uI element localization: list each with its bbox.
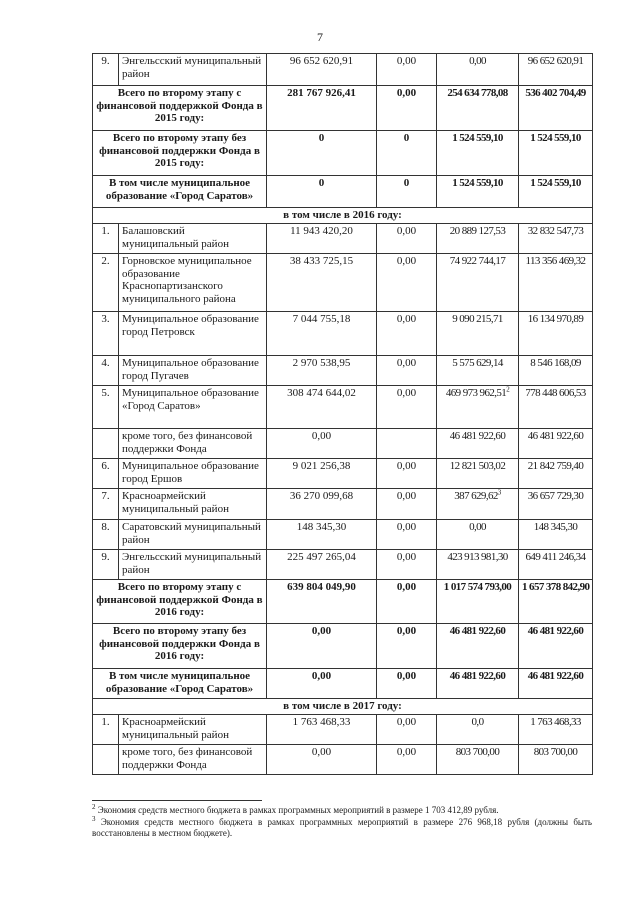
footnote-list (92, 805, 592, 839)
amount-cell-4 (519, 429, 593, 459)
amount-cell-3 (437, 459, 519, 489)
footnote (92, 817, 592, 839)
table-row (93, 624, 593, 669)
amount-value: 1 524 559,10 (530, 132, 581, 144)
amount-cell-2 (377, 356, 437, 386)
total-label: Всего по второму этапу с финансовой поддержкой Фонда в 2016 году: (93, 580, 267, 624)
amount-value: 0,00 (396, 357, 417, 369)
amount-value: 46 481 922,60 (527, 670, 584, 682)
amount-value: 36 270 099,68 (289, 490, 354, 502)
table-row (93, 54, 593, 86)
amount-cell-1 (267, 459, 377, 489)
footnote-mark: 2 (92, 803, 96, 811)
table-row (93, 86, 593, 131)
amount-cell-2 (377, 224, 437, 254)
amount-value: 0,00 (311, 746, 332, 758)
row-number: 9. (93, 550, 119, 580)
amount-value: 21 842 759,40 (527, 460, 584, 472)
amount-cell-2 (377, 386, 437, 429)
amount-cell-2 (377, 715, 437, 745)
amount-value: 0,00 (396, 716, 417, 728)
amount-value: 639 804 049,90 (287, 581, 356, 593)
amount-cell-3 (437, 550, 519, 580)
amount-cell-3 (437, 312, 519, 356)
amount-value: 9 090 215,71 (452, 313, 503, 325)
amount-value: 46 481 922,60 (527, 430, 584, 442)
amount-value: 649 411 246,34 (525, 551, 586, 563)
amount-cell-2 (377, 550, 437, 580)
municipality-name: Муниципальное образование город Пугачев (119, 356, 267, 386)
amount-cell-4 (519, 54, 593, 86)
amount-value: 36 657 729,30 (527, 490, 584, 502)
amount-cell-2 (377, 624, 437, 669)
amount-value: 0,00 (396, 670, 417, 682)
amount-cell-1 (267, 715, 377, 745)
amount-cell-4 (519, 386, 593, 429)
row-number (93, 745, 119, 775)
amount-value: 536 402 704,49 (525, 87, 586, 99)
amount-cell-1 (267, 550, 377, 580)
table-row (93, 176, 593, 208)
table-row (93, 745, 593, 775)
amount-cell-2 (377, 520, 437, 550)
amount-cell-1 (267, 624, 377, 669)
municipality-name: Горновское муниципальное образование Краснопартизанского муниципального района (119, 254, 267, 312)
amount-value: 1 524 559,10 (452, 177, 503, 189)
amount-value: 38 433 725,15 (289, 255, 354, 267)
amount-cell-3 (437, 86, 519, 131)
amount-cell-3 (437, 176, 519, 208)
total-label: Всего по второму этапу с финансовой поддержкой Фонда в 2015 году: (93, 86, 267, 131)
amount-cell-2 (377, 459, 437, 489)
amount-cell-4 (519, 254, 593, 312)
amount-value: 0,00 (396, 746, 417, 758)
amount-value: 9 021 256,38 (292, 460, 351, 472)
amount-cell-4 (519, 224, 593, 254)
footnote (92, 805, 592, 816)
amount-value: 803 700,00 (533, 746, 578, 758)
municipality-name: Балашовский муниципальный район (119, 224, 267, 254)
amount-value: 46 481 922,60 (527, 625, 584, 637)
page-number: 7 (317, 30, 323, 44)
amount-value: 0,00 (396, 581, 417, 593)
amount-cell-4 (519, 86, 593, 131)
amount-cell-3 (437, 224, 519, 254)
amount-value: 0,00 (311, 625, 332, 637)
total-label: Всего по второму этапу без финансовой поддержки Фонда в 2016 году: (93, 624, 267, 669)
amount-cell-1 (267, 489, 377, 520)
sub-label: кроме того, без финансовой поддержки Фонда (119, 745, 267, 775)
footnotes (92, 800, 592, 840)
table-row (93, 520, 593, 550)
amount-value: 7 044 755,18 (292, 313, 351, 325)
table-row (93, 386, 593, 429)
amount-cell-1 (267, 429, 377, 459)
row-number: 1. (93, 224, 119, 254)
table-body (93, 54, 593, 775)
amount-cell-4 (519, 624, 593, 669)
footnote-text: Экономия средств местного бюджета в рамках программных мероприятий в размере 1 703 412,89 рубля. (97, 805, 499, 815)
amount-value: 1 763 468,33 (292, 716, 351, 728)
row-number (93, 429, 119, 459)
amount-cell-3 (437, 580, 519, 624)
amount-value: 0,00 (396, 387, 417, 399)
amount-value: 0,00 (311, 430, 332, 442)
amount-cell-2 (377, 54, 437, 86)
amount-cell-2 (377, 580, 437, 624)
amount-value: 12 821 503,02 (449, 460, 506, 472)
amount-cell-3 (437, 669, 519, 699)
amount-cell-2 (377, 254, 437, 312)
amount-cell-4 (519, 312, 593, 356)
amount-value: 46 481 922,60 (449, 430, 506, 442)
amount-cell-1 (267, 254, 377, 312)
municipality-name: Красноармейский муниципальный район (119, 715, 267, 745)
amount-value: 113 356 469,32 (525, 255, 586, 267)
amount-cell-2 (377, 745, 437, 775)
amount-value: 0,00 (469, 521, 486, 533)
amount-value: 0 (403, 132, 410, 144)
amount-cell-4 (519, 176, 593, 208)
amount-value: 1 763 468,33 (530, 716, 581, 728)
total-label: Всего по второму этапу без финансовой поддержки Фонда в 2015 году: (93, 131, 267, 176)
amount-value: 0 (318, 132, 325, 144)
amount-value: 148 345,30 (296, 521, 347, 533)
year-heading: в том числе в 2016 году: (93, 208, 593, 224)
footnote-mark: 3 (92, 815, 96, 823)
amount-cell-3 (437, 715, 519, 745)
table-row (93, 312, 593, 356)
amount-value: 0 (318, 177, 325, 189)
footnote-text: Экономия средств местного бюджета в рамках программных мероприятий в размере 276 968,18 рубля (должны быть восстановлены в местном бюджете). (92, 817, 593, 838)
row-number: 8. (93, 520, 119, 550)
municipality-name: Энгельсский муниципальный район (119, 550, 267, 580)
amount-value: 8 546 168,09 (530, 357, 581, 369)
amount-value: 778 448 606,53 (525, 387, 586, 399)
table-row (93, 489, 593, 520)
municipality-name: Энгельсский муниципальный район (119, 54, 267, 86)
amount-cell-1 (267, 176, 377, 208)
table-row (93, 429, 593, 459)
amount-cell-1 (267, 520, 377, 550)
amount-value: 0,00 (396, 521, 417, 533)
amount-cell-3 (437, 745, 519, 775)
amount-cell-3 (437, 489, 519, 520)
table-row (93, 669, 593, 699)
municipality-name: Красноармейский муниципальный район (119, 489, 267, 520)
amount-cell-1 (267, 356, 377, 386)
amount-cell-2 (377, 86, 437, 131)
municipality-name: Муниципальное образование «Город Саратов» (119, 386, 267, 429)
amount-value: 46 481 922,60 (449, 670, 506, 682)
amount-cell-3 (437, 386, 519, 429)
amount-cell-1 (267, 54, 377, 86)
amount-value: 11 943 420,20 (290, 225, 353, 237)
year-heading: в том числе в 2017 году: (93, 699, 593, 715)
amount-value: 1 524 559,10 (530, 177, 581, 189)
amount-value: 0,0 (471, 716, 484, 728)
amount-cell-4 (519, 715, 593, 745)
amount-cell-4 (519, 489, 593, 520)
amount-value: 308 474 644,02 (287, 387, 356, 399)
amount-cell-4 (519, 131, 593, 176)
table-row (93, 699, 593, 715)
row-number: 1. (93, 715, 119, 745)
footnote-ref: 3 (497, 488, 501, 497)
amount-cell-4 (519, 356, 593, 386)
row-number: 6. (93, 459, 119, 489)
amount-cell-2 (377, 489, 437, 520)
row-number: 7. (93, 489, 119, 520)
table-row (93, 224, 593, 254)
table-row (93, 356, 593, 386)
amount-value: 0,00 (396, 551, 417, 563)
amount-value: 0,00 (396, 460, 417, 472)
amount-value: 387 629,62 (454, 490, 498, 502)
amount-cell-3 (437, 429, 519, 459)
amount-cell-1 (267, 312, 377, 356)
amount-value: 469 973 962,51 (445, 387, 507, 399)
amount-value: 0,00 (396, 87, 417, 99)
amount-cell-4 (519, 745, 593, 775)
row-number: 4. (93, 356, 119, 386)
amount-value: 1 524 559,10 (452, 132, 503, 144)
amount-value: 225 497 265,04 (287, 551, 356, 563)
amount-value: 0,00 (396, 490, 417, 502)
amount-cell-4 (519, 580, 593, 624)
amount-value: 20 889 127,53 (449, 225, 506, 237)
amount-value: 46 481 922,60 (449, 625, 506, 637)
amount-value: 148 345,30 (533, 521, 578, 533)
table-row (93, 208, 593, 224)
table-row (93, 550, 593, 580)
amount-value: 1 657 378 842,90 (522, 581, 590, 593)
amount-cell-3 (437, 254, 519, 312)
amount-cell-3 (437, 356, 519, 386)
amount-value: 423 913 981,30 (447, 551, 508, 563)
amount-value: 2 970 538,95 (292, 357, 351, 369)
amount-value: 16 134 970,89 (527, 313, 584, 325)
amount-value: 96 652 620,91 (289, 55, 354, 67)
amount-cell-1 (267, 669, 377, 699)
amount-cell-1 (267, 224, 377, 254)
amount-value: 0,00 (396, 255, 417, 267)
amount-cell-2 (377, 669, 437, 699)
amount-cell-3 (437, 520, 519, 550)
total-label: В том числе муниципальное образование «Город Саратов» (93, 176, 267, 208)
amount-value: 0 (403, 177, 410, 189)
table-row (93, 459, 593, 489)
amount-value: 74 922 744,17 (449, 255, 506, 267)
amount-cell-2 (377, 176, 437, 208)
amount-cell-1 (267, 86, 377, 131)
amount-cell-4 (519, 459, 593, 489)
amount-cell-1 (267, 745, 377, 775)
amount-cell-3 (437, 624, 519, 669)
amount-value: 281 767 926,41 (287, 87, 356, 99)
row-number: 3. (93, 312, 119, 356)
amount-value: 0,00 (396, 225, 417, 237)
footnote-separator (92, 800, 262, 801)
amount-cell-2 (377, 312, 437, 356)
amount-value: 0,00 (396, 313, 417, 325)
table-row (93, 131, 593, 176)
row-number: 2. (93, 254, 119, 312)
row-number: 9. (93, 54, 119, 86)
municipality-name: Саратовский муниципальный район (119, 520, 267, 550)
amount-cell-1 (267, 386, 377, 429)
row-number: 5. (93, 386, 119, 429)
total-label: В том числе муниципальное образование «Город Саратов» (93, 669, 267, 699)
footnote-ref: 2 (506, 385, 510, 394)
amount-value: 1 017 574 793,00 (443, 581, 512, 593)
amount-cell-4 (519, 520, 593, 550)
amount-value: 803 700,00 (455, 746, 500, 758)
amount-value: 5 575 629,14 (452, 357, 503, 369)
amount-cell-4 (519, 550, 593, 580)
amount-value: 0,00 (396, 625, 417, 637)
amount-cell-4 (519, 669, 593, 699)
amount-value: 0,00 (469, 55, 486, 67)
municipality-name: Муниципальное образование город Петровск (119, 312, 267, 356)
amount-cell-2 (377, 131, 437, 176)
amount-value: 96 652 620,91 (527, 55, 584, 67)
amount-value: 32 832 547,73 (527, 225, 584, 237)
amount-cell-3 (437, 131, 519, 176)
table-row (93, 254, 593, 312)
amount-value: 0,00 (396, 55, 417, 67)
table-row (93, 580, 593, 624)
amount-value: 0,00 (311, 670, 332, 682)
amount-cell-1 (267, 131, 377, 176)
amount-cell-1 (267, 580, 377, 624)
municipality-name: Муниципальное образование город Ершов (119, 459, 267, 489)
table-row (93, 715, 593, 745)
amount-value: 254 634 778,08 (447, 87, 508, 99)
sub-label: кроме того, без финансовой поддержки Фонда (119, 429, 267, 459)
budget-table (92, 53, 593, 775)
amount-cell-3 (437, 54, 519, 86)
amount-cell-2 (377, 429, 437, 459)
